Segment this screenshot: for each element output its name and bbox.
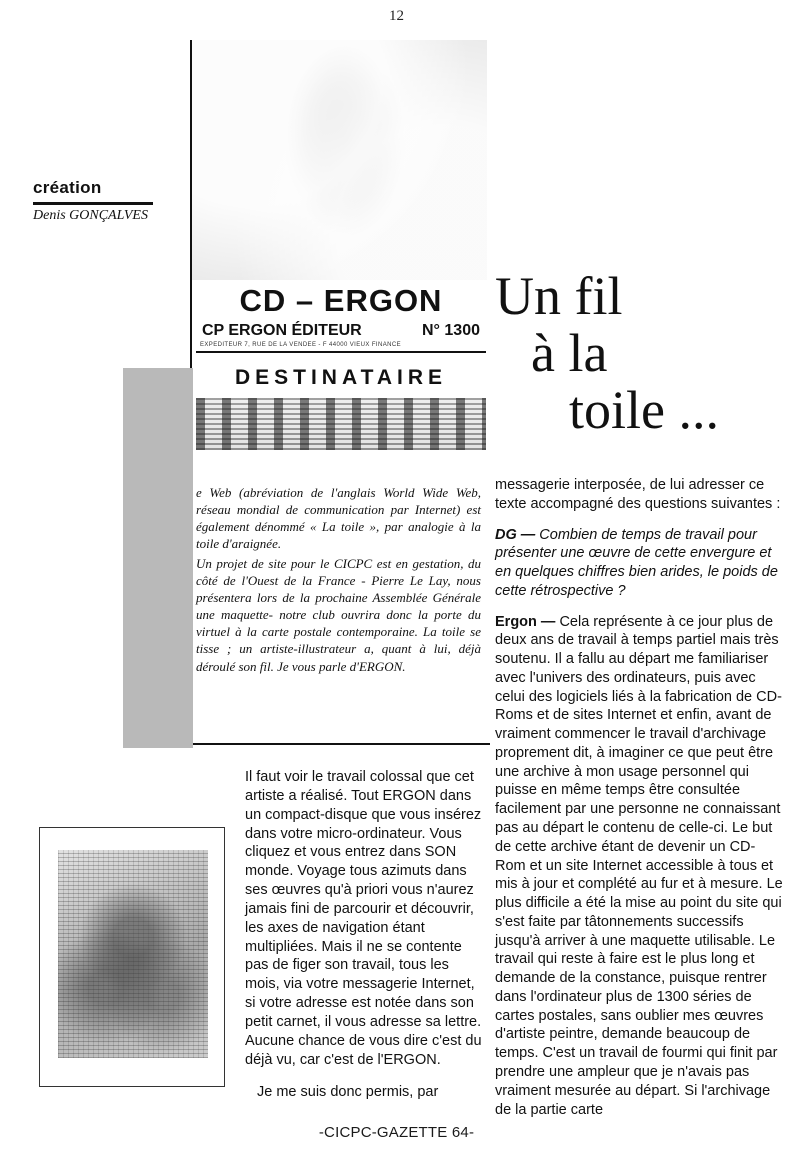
ergon-card-destinataire: DESTINATAIRE: [234, 366, 448, 389]
page-number: 12: [389, 8, 404, 24]
artwork-image: [58, 850, 208, 1058]
left-paragraph-1: Il faut voir le travail colossal que cet artiste a réalisé. Tout ERGON dans un compact-disque que vous insérez dans votre micro-ordinateur. Vous cliquez et vous entrez dans SON monde. Voyage tous azimuts dans ses œuvres qu'à priori vous n'aurez jamais fini de parcourir et découvrir, les axes de navigation étant multipliées. Mais il ne se contente pas de figer son travail, tous les mois, via votre messagerie Internet, si votre adresse est notée dans son petit carnet, il vous adresse sa lettre. Aucune chance de vous dire c'est du déjà vu, car c'est de l'ERGON.: [245, 769, 482, 1068]
ergon-card-micro-line: EXPEDITEUR 7, RUE DE LA VENDEE - F 44000 VIEUX FINANCE: [200, 342, 401, 348]
interview-answer-label: Ergon —: [495, 613, 556, 630]
intro-paragraph-2: Un projet de site pour le CICPC est en gestation, du côté de l'Ouest de la France - Pierre Le Lay, nous présentera lors de la prochaine Assemblée Générale une maquette- notre club ouvrira donc la porte du virtuel à la carte postale contemporaine. La toile se tisse ; un artiste-illustrateur a, quant à lui, déjà déroulé son fil. Je vous parle d'ERGON.: [196, 555, 481, 674]
right-column-text: [495, 476, 783, 1119]
ergon-card-stamp-image: [196, 398, 486, 450]
interview-answer: [495, 613, 783, 1120]
headline-line-3: toile ...: [569, 380, 719, 441]
headline-line-2: à la: [531, 323, 608, 384]
rubric-author: Denis GONÇALVES: [33, 208, 148, 223]
right-lead-paragraph: messagerie interposée, de lui adresser ce texte accompagné des questions suivantes :: [495, 477, 781, 512]
interview-question: [495, 526, 783, 601]
grey-decorative-block: [123, 368, 193, 748]
interview-answer-text: Cela représente à ce jour plus de deux ans de travail à temps partiel mais très soutenu. Il a fallu au départ me familiariser avec l'univers des ordinateurs, puis avec celui des logiciels liés à la fabrication de CD-Roms et de sites Internet et enfin, avant de vraiment commencer le travail d'archivage proprement dit, à imaginer ce que peut être une archive à mon usage personnel qui puisse en même temps être consultée facilement par une personne ne connaissant pas au départ le contenu de celle-ci. Le but de cette archive étant de devenir un CD-Rom et un site Internet accessible à tous et mis à jour et complété au fur et à mesure. Le plus difficile a été la mise au point du site qui s'est faite par tâtonnements successifs jusqu'à arriver à une maquette utilisable. Le travail qui reste à faire est le plus long et demande de la constance, puisque rentrer dans l'ordinateur plus de 1300 séries de cartes postales, sans oublier mes œuvres d'artiste peintre, demande beaucoup de temps. C'est un travail de fourmi qui finit par prendre une ampleur que je n'avais pas vraiment mesurée au départ. Si l'archivage de la partie carte: [495, 613, 783, 1118]
intro-paragraph-1: e Web (abréviation de l'anglais World Wide Web, réseau mondial de communication par Internet) est également dénommé « La toile », par analogie à la toile d'araignée.: [196, 485, 481, 552]
ergon-card-publisher: CP ERGON ÉDITEUR: [202, 322, 362, 339]
top-photo-image: [192, 40, 487, 280]
page-footer: -CICPC-GAZETTE 64-: [318, 1124, 475, 1141]
article-headline: [495, 268, 785, 440]
headline-line-1: Un fil: [495, 266, 623, 326]
interview-question-text: Combien de temps de travail pour présenter une œuvre de cette envergure et en quelques chiffres bien arides, le poids de cette rétrospective ?: [495, 526, 778, 599]
ergon-card-title: CD – ERGON: [239, 283, 443, 318]
rubric-divider: [33, 202, 153, 205]
left-column-text: [245, 768, 483, 1101]
artwork-frame: [39, 827, 225, 1087]
left-paragraph-2: Je me suis donc permis, par: [257, 1083, 439, 1100]
column-divider-horizontal: [190, 743, 490, 745]
ergon-card-number: N° 1300: [422, 322, 480, 339]
rubric-block: [33, 178, 183, 224]
ergon-card-rule: [196, 351, 486, 353]
ergon-card: [196, 283, 486, 450]
ergon-card-subline: [196, 322, 486, 340]
rubric-title: création: [33, 178, 102, 197]
intro-italic-text: [196, 484, 481, 675]
interview-question-label: DG —: [495, 526, 536, 543]
